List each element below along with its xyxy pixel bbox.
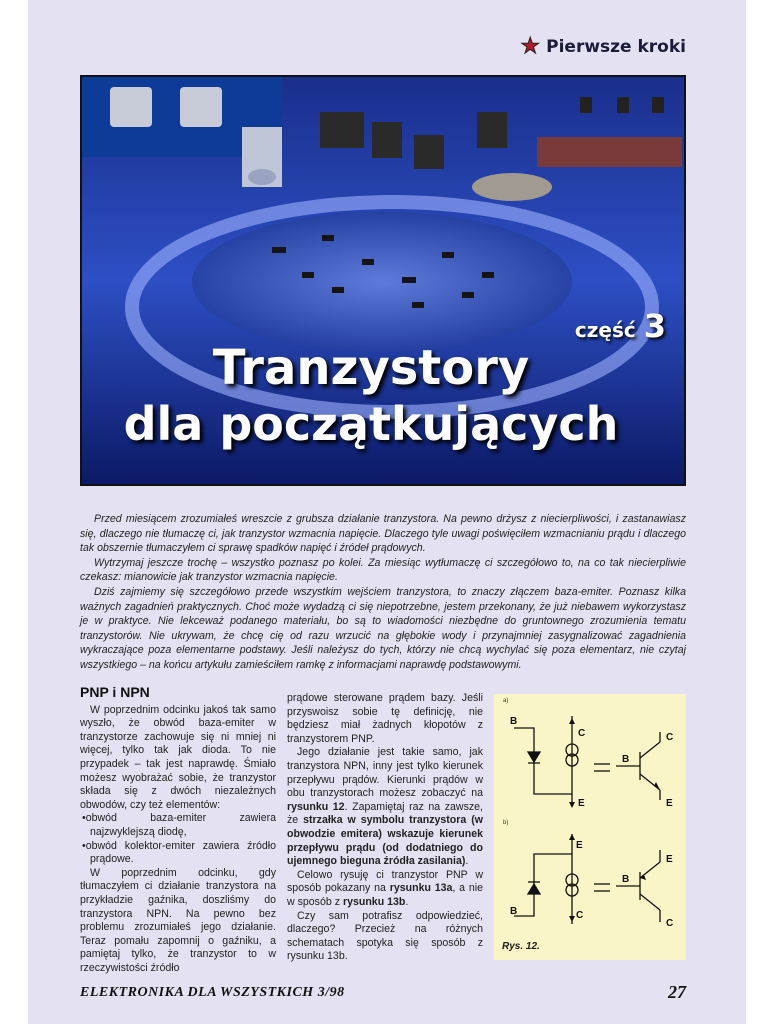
- terminal-label: E: [666, 798, 673, 809]
- bold-statement: strzałka w symbolu tranzystora (w obwodzie emitera) wskazuje kierunek przepływu prądu (od dodatniego do ujemnego bieguna źródła zasilania): [287, 814, 483, 868]
- terminal-label: B: [510, 716, 518, 727]
- subfigure-label-a: a): [503, 698, 509, 704]
- text-run: . Zapamiętaj raz na zawsze, że: [287, 800, 483, 827]
- intro-paragraph: Przed miesiącem zrozumiałeś wreszcie z grubsza działanie tranzystora. Na pewno drżysz z niecierpliwości, i zastanawiasz się, dlaczego nie tłumaczę ci, jak tranzystor wzmacnia napięcie. Dlaczego tyle uwagi poświęciłem wzmacnianiu prądu i dlaczego tak obszernie tłumaczyłem ci sprawę spadków napięć i źródeł prądowych.: [80, 513, 686, 555]
- part-number: 3: [643, 307, 666, 345]
- paragraph: prądowe sterowane prądem bazy. Jeśli przyswoisz sobie tę definicję, nie będziesz miał żadnych kłopotów z tranzystorem PNP.: [287, 692, 483, 745]
- intro-text: [80, 512, 686, 673]
- figure-reference: rysunku 12: [287, 800, 345, 813]
- terminal-label: C: [666, 732, 674, 743]
- figure-reference: rysunku 13a: [389, 882, 453, 895]
- list-item: •obwód baza-emiter zawiera najzwyklejszą diodę,: [82, 812, 276, 838]
- bullet-list: [80, 812, 276, 866]
- list-item: •obwód kolektor-emiter zawiera źródło prądowe.: [82, 839, 276, 866]
- terminal-label: B: [622, 874, 630, 885]
- text-run: Jego działanie jest takie samo, jak tranzystora NPN, inny jest tylko kierunek przepływu prądów. Kierunki prądów w obu tranzystorach możesz zobaczyć na: [287, 746, 483, 800]
- figure-reference: rysunku 13b: [342, 895, 406, 908]
- terminal-label: C: [578, 728, 586, 739]
- column-2: [287, 692, 483, 964]
- subfigure-label-b: b): [503, 820, 509, 826]
- text-run: .: [405, 895, 409, 908]
- page-number: 27: [668, 982, 686, 1002]
- terminal-label: C: [666, 918, 674, 929]
- paragraph: [287, 869, 483, 910]
- terminal-label: C: [576, 910, 584, 921]
- terminal-label: B: [622, 754, 630, 765]
- intro-paragraph: Wytrzymaj jeszcze trochę – wszystko poznasz po kolei. Za miesiąc wytłumaczę ci szczegółowo to, na co tak niecierpliwie czekasz: mianowicie jak tranzystor wzmacnia napięcie.: [80, 556, 686, 584]
- section-label: Pierwsze kroki: [546, 37, 686, 57]
- terminal-label: E: [578, 798, 585, 809]
- circuit-diagram: [494, 694, 686, 960]
- column-1: [80, 686, 276, 975]
- paragraph: W poprzednim odcinku jakoś tak samo wyszło, że obwód baza-emiter w tranzystorze zachowuje się ni mniej ni więcej, tylko tak jak dioda. To nie przypadek – tak jest naprawdę. Śmiało możesz wyobrażać sobie, że tranzystor składa się z dwóch niezależnych obwodów, czy też elementów:: [80, 703, 276, 811]
- section-heading: PNP i NPN: [80, 684, 150, 700]
- figure-12: [494, 694, 686, 960]
- paragraph: Czy sam potrafisz odpowiedzieć, dlaczego? Przecież na różnych schematach spotyka się sposób z rysunku 13b.: [287, 909, 483, 963]
- article-title-line1: Tranzystory: [212, 340, 530, 396]
- terminal-label: B: [510, 906, 518, 917]
- part-word: część: [574, 318, 636, 342]
- text-run: , a nie w sposób z: [287, 882, 484, 908]
- figure-caption: Rys. 12.: [502, 941, 540, 952]
- paragraph: W poprzednim odcinku, gdy tłumaczyłem ci działanie tranzystora na przykładzie gaźnika, doszliśmy do tranzystora NPN. Na pewno bez problemu zrozumiałeś jego działanie. Teraz pomału zapomnij o gaźniku, a pamiętaj tylko, że tranzystor to w rzeczywistości źródło: [80, 866, 276, 974]
- section-tag: [520, 36, 686, 58]
- terminal-label: E: [666, 854, 673, 865]
- text-run: .: [465, 855, 469, 868]
- text-run: Celowo rysuję ci tranzystor PNP w sposób pokazany na: [287, 868, 483, 895]
- hero-image: [80, 75, 686, 486]
- intro-paragraph: Dziś zajmiemy się szczegółowo przede wszystkim wejściem tranzystora, to znaczy złączem baza-emiter. Poznasz kilka ważnych zagadnień praktycznych. Choć może wydadzą ci się niepotrzebne, jestem przekonany, że już niebawem wykorzystasz je w praktyce. Nie lekceważ podanego materiału, bo są to wiadomości niezbędne do gruntownego zrozumienia tematu tranzystorów. Nie ukrywam, że chcę cię od razu wrzucić na głębokie wody i przynajmniej zasygnalizować zagadnienia wykraczające poza elementarne podstawy. Jeśli należysz do tych, którzy nie chcą wychylać się poza elementarz, nie czytaj wszystkiego – na końcu artykułu zamieściłem ramkę z informacjami naprawdę podstawowymi.: [80, 585, 686, 671]
- paragraph: [287, 746, 483, 868]
- article-title-line2: dla początkujących: [123, 397, 619, 451]
- magazine-name: ELEKTRONIKA DLA WSZYSTKICH 3/98: [80, 985, 345, 1000]
- star-icon: ★: [520, 34, 541, 59]
- terminal-label: E: [576, 840, 583, 851]
